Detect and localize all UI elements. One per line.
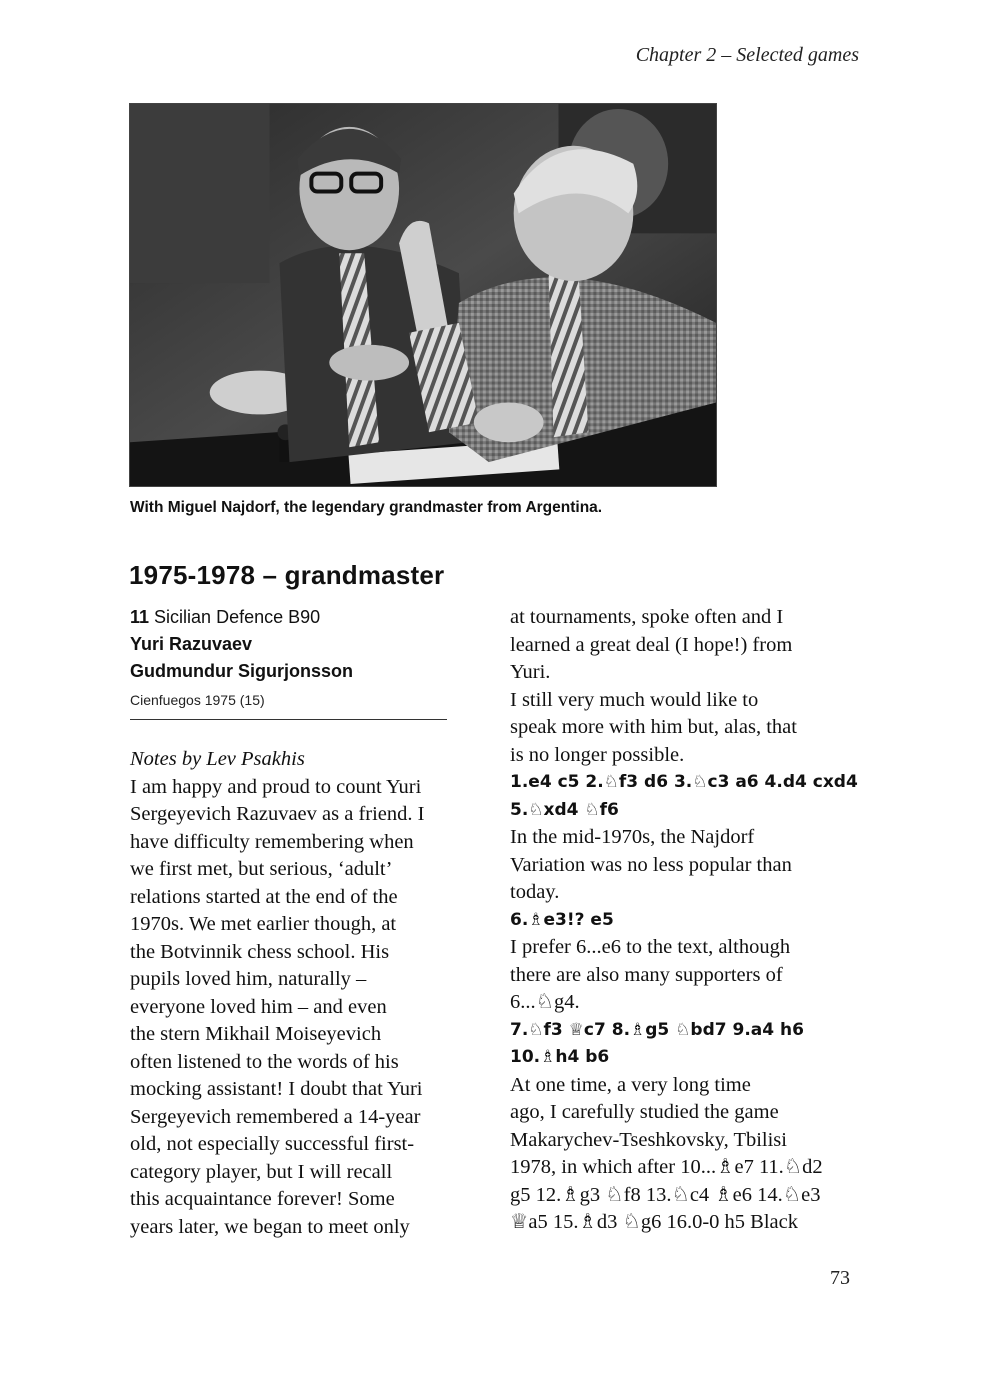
page-number: 73 [830,1267,850,1289]
photo-caption: With Miguel Najdorf, the legendary grandmaster from Argentina. [130,499,603,516]
text-line: Sergeyevich Razuvaev as a friend. I [130,803,425,825]
divider [130,719,447,720]
paragraph-continued [510,604,880,769]
right-column [510,604,880,1237]
text-line: Yuri. [510,661,551,683]
photo [129,103,717,487]
text-line: 1970s. We met earlier though, at [130,913,397,935]
move-line: 5.♘xd4 ♘f6 [510,799,619,820]
move-sequence [510,1017,880,1072]
text-line: ♕a5 15.♗d3 ♘g6 16.0-0 h5 Black [510,1211,799,1233]
text-line: g5 12.♗g3 ♘f8 13.♘c4 ♗e6 14.♘e3 [510,1183,821,1206]
text-line: old, not especially successful first- [130,1133,415,1155]
game-heading [130,604,480,631]
text-line: relations started at the end of the [130,885,398,908]
text-line: Variation was no less popular than [510,853,792,876]
text-line: the Botvinnik chess school. His [130,940,390,963]
notes-attribution: Notes by Lev Psakhis [130,748,305,770]
black-player: Gudmundur Sigurjonsson [130,661,353,681]
text-line: learned a great deal (I hope!) from [510,633,793,656]
photo-image [130,104,716,486]
running-head: Chapter 2 – Selected games [635,44,859,66]
text-line: have difficulty remembering when [130,830,414,853]
left-column [130,604,480,1241]
text-line: pupils loved him, naturally – [130,968,367,990]
text-line: I still very much would like to [510,688,759,711]
text-line: the stern Mikhail Moiseyevich [130,1023,382,1045]
comment-paragraph [510,1072,880,1237]
text-line: 1978, in which after 10...♗e7 11.♘d2 [510,1156,823,1178]
text-line: years later, we began to meet only [130,1215,410,1238]
comment-paragraph [510,934,880,1017]
intro-paragraph [130,774,480,1242]
text-line: In the mid-1970s, the Najdorf [510,826,755,848]
text-line: Makarychev-Tseshkovsky, Tbilisi [510,1128,787,1151]
move-line: 7.♘f3 ♕c7 8.♗g5 ♘bd7 9.a4 h6 [510,1019,804,1040]
text-line: there are also many supporters of [510,963,783,986]
text-line: At one time, a very long time [510,1073,751,1096]
text-line: everyone loved him – and even [130,995,387,1018]
text-line: is no longer possible. [510,743,685,766]
text-line: today. [510,881,560,903]
white-player: Yuri Razuvaev [130,634,253,654]
text-line: category player, but I will recall [130,1160,393,1183]
move-line: 1.e4 c5 2.♘f3 d6 3.♘c3 a6 4.d4 cxd4 [510,772,858,792]
text-line: this acquaintance forever! Some [130,1188,395,1210]
text-line: mocking assistant! I doubt that Yuri [130,1078,423,1100]
text-line: I am happy and proud to count Yuri [130,775,422,798]
text-line: we first met, but serious, ‘adult’ [130,858,393,880]
text-line: at tournaments, spoke often and I [510,606,784,628]
text-line: ago, I carefully studied the game [510,1101,779,1123]
game-opening: Sicilian Defence B90 [154,607,321,627]
move-sequence [510,907,880,935]
text-line: 6...♘g4. [510,991,580,1013]
move-sequence [510,769,880,824]
comment-paragraph [510,824,880,907]
text-line: I prefer 6...e6 to the text, although [510,936,791,958]
section-title: 1975-1978 – grandmaster [129,560,445,590]
move-line: 10.♗h4 b6 [510,1047,610,1067]
text-line: Sergeyevich remembered a 14-year [130,1105,421,1128]
text-line: often listened to the words of his [130,1050,399,1073]
text-line: speak more with him but, alas, that [510,716,797,738]
game-event: Cienfuegos 1975 (15) [130,692,265,708]
game-number: 11 [130,607,150,627]
move-line: 6.♗e3!? e5 [510,909,614,930]
